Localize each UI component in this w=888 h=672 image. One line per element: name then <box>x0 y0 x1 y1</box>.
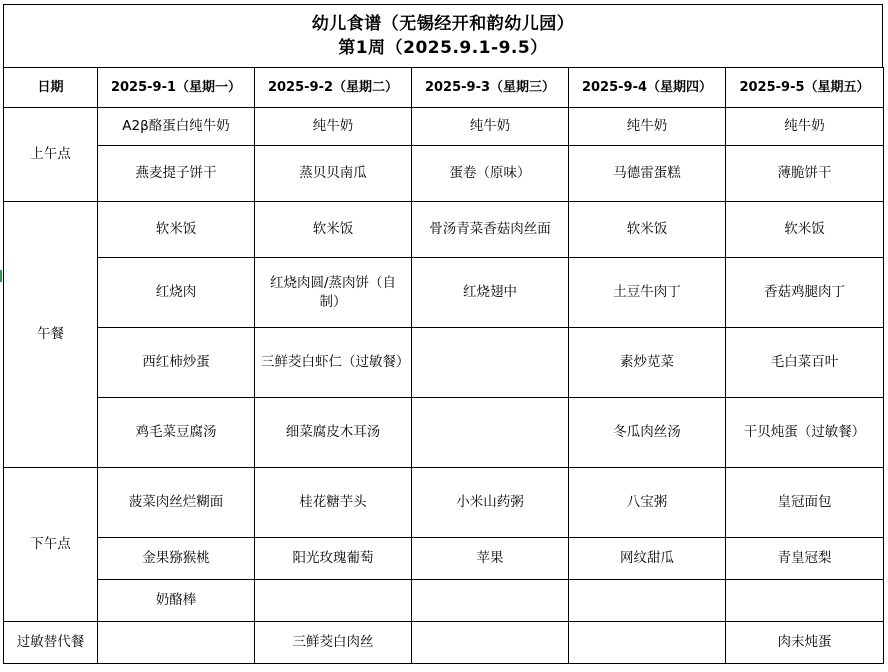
menu-cell[interactable]: 小米山药粥 <box>412 468 569 538</box>
menu-cell[interactable]: 西红柿炒蛋 <box>98 328 255 398</box>
section-lunch[interactable]: 午餐 <box>4 202 98 468</box>
menu-cell[interactable]: 皇冠面包 <box>726 468 884 538</box>
menu-cell[interactable] <box>412 580 569 622</box>
day-header[interactable]: 2025-9-2（星期二） <box>255 68 412 108</box>
menu-cell[interactable]: 马德雷蛋糕 <box>569 146 726 202</box>
menu-cell[interactable]: 鸡毛菜豆腐汤 <box>98 398 255 468</box>
table-row <box>4 468 884 538</box>
menu-cell[interactable]: 骨汤青菜香菇肉丝面 <box>412 202 569 258</box>
table-row <box>4 398 884 468</box>
menu-cell[interactable]: 红烧翅中 <box>412 258 569 328</box>
menu-cell[interactable]: 纯牛奶 <box>255 108 412 146</box>
menu-cell[interactable] <box>255 580 412 622</box>
menu-cell[interactable]: 软米饭 <box>98 202 255 258</box>
menu-cell[interactable]: 青皇冠梨 <box>726 538 884 580</box>
row-selection-marker <box>0 270 2 282</box>
week-title: 第1周（2025.9.1-9.5） <box>338 38 548 58</box>
menu-cell[interactable]: 桂花糖芋头 <box>255 468 412 538</box>
table-row <box>4 622 884 664</box>
menu-cell[interactable]: 燕麦提子饼干 <box>98 146 255 202</box>
menu-cell[interactable] <box>726 580 884 622</box>
date-header[interactable]: 日期 <box>4 68 98 108</box>
menu-title: 幼儿食谱（无锡经开和韵幼儿园） <box>311 14 575 34</box>
menu-cell[interactable] <box>569 580 726 622</box>
menu-cell[interactable]: 干贝炖蛋（过敏餐） <box>726 398 884 468</box>
menu-cell[interactable]: 八宝粥 <box>569 468 726 538</box>
menu-cell[interactable]: 软米饭 <box>569 202 726 258</box>
menu-cell[interactable] <box>569 622 726 664</box>
menu-cell[interactable] <box>412 622 569 664</box>
menu-cell[interactable]: 肉末炖蛋 <box>726 622 884 664</box>
day-header[interactable]: 2025-9-4（星期四） <box>569 68 726 108</box>
section-morning[interactable]: 上午点 <box>4 108 98 202</box>
day-header[interactable]: 2025-9-5（星期五） <box>726 68 884 108</box>
table-row <box>4 328 884 398</box>
menu-cell[interactable]: 毛白菜百叶 <box>726 328 884 398</box>
menu-cell[interactable]: 阳光玫瑰葡萄 <box>255 538 412 580</box>
menu-cell[interactable] <box>412 398 569 468</box>
day-header[interactable]: 2025-9-3（星期三） <box>412 68 569 108</box>
section-allergy[interactable]: 过敏替代餐 <box>4 622 98 664</box>
menu-cell[interactable]: 网纹甜瓜 <box>569 538 726 580</box>
menu-cell[interactable] <box>98 622 255 664</box>
menu-cell[interactable]: 纯牛奶 <box>412 108 569 146</box>
menu-cell[interactable]: 三鲜茭白虾仁（过敏餐） <box>255 328 412 398</box>
table-row <box>4 108 884 146</box>
menu-cell[interactable]: 蒸贝贝南瓜 <box>255 146 412 202</box>
menu-cell[interactable]: 软米饭 <box>726 202 884 258</box>
day-header[interactable]: 2025-9-1（星期一） <box>98 68 255 108</box>
section-afternoon[interactable]: 下午点 <box>4 468 98 622</box>
menu-cell[interactable]: 红烧肉 <box>98 258 255 328</box>
menu-sheet <box>3 4 883 664</box>
menu-cell[interactable] <box>412 328 569 398</box>
menu-cell[interactable]: 纯牛奶 <box>726 108 884 146</box>
table-row <box>4 580 884 622</box>
menu-cell[interactable]: 软米饭 <box>255 202 412 258</box>
menu-cell[interactable]: 纯牛奶 <box>569 108 726 146</box>
table-row <box>4 146 884 202</box>
menu-cell[interactable]: 冬瓜肉丝汤 <box>569 398 726 468</box>
menu-cell[interactable]: 细菜腐皮木耳汤 <box>255 398 412 468</box>
table-row <box>4 258 884 328</box>
table-row <box>4 202 884 258</box>
menu-cell[interactable]: 香菇鸡腿肉丁 <box>726 258 884 328</box>
menu-cell[interactable]: 蛋卷（原味） <box>412 146 569 202</box>
title-block <box>3 4 883 67</box>
menu-cell[interactable]: A2β酪蛋白纯牛奶 <box>98 108 255 146</box>
menu-cell[interactable]: 红烧肉圆/蒸肉饼（自制） <box>255 258 412 328</box>
menu-cell[interactable]: 三鲜茭白肉丝 <box>255 622 412 664</box>
header-row <box>4 68 884 108</box>
menu-cell[interactable]: 薄脆饼干 <box>726 146 884 202</box>
menu-cell[interactable]: 苹果 <box>412 538 569 580</box>
menu-cell[interactable]: 金果猕猴桃 <box>98 538 255 580</box>
menu-cell[interactable]: 土豆牛肉丁 <box>569 258 726 328</box>
menu-cell[interactable]: 奶酪棒 <box>98 580 255 622</box>
menu-cell[interactable]: 素炒苋菜 <box>569 328 726 398</box>
menu-cell[interactable]: 菠菜肉丝烂糊面 <box>98 468 255 538</box>
menu-table <box>3 67 884 664</box>
table-row <box>4 538 884 580</box>
